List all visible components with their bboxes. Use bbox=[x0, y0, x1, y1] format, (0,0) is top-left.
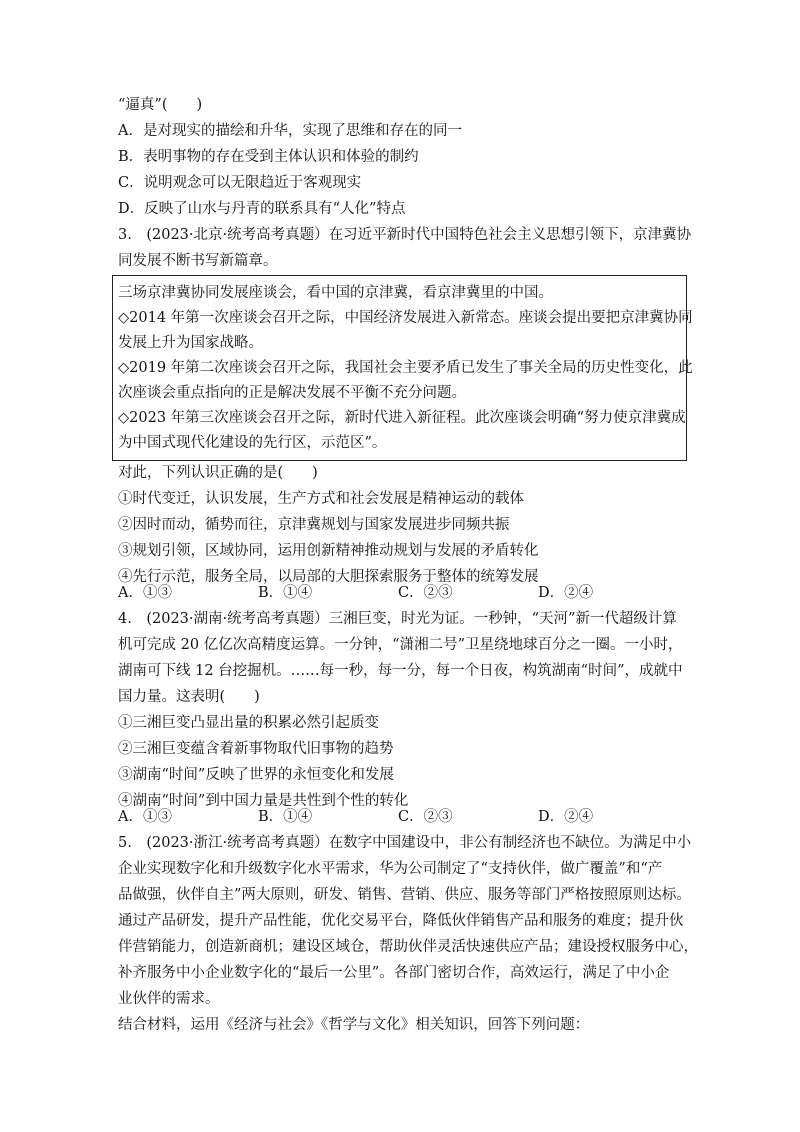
q5-prompt: 结合材料，运用《经济与社会》《哲学与文化》相关知识，回答下列问题： bbox=[118, 1017, 590, 1033]
q4-item: ④湖南“时间”到中国力量是共性到个性的转化 bbox=[118, 793, 409, 809]
q3-box-line: ◇2014 年第一次座谈会召开之际，中国经济发展进入新常态。座谈会提出要把京津冀协同 bbox=[118, 310, 693, 326]
q4-choice-c: C．②③ bbox=[398, 809, 453, 825]
q4-stem-line: 4. (2023·湖南·统考高考真题）三湘巨变，时光为证。一秒钟，“天河”新一代超级计算 bbox=[118, 611, 677, 627]
q3-choice-a: A．①③ bbox=[118, 585, 172, 601]
q3-item: ②因时而动，循势而往，京津冀规划与国家发展进步同频共振 bbox=[118, 517, 510, 533]
q2-option-b: B．表明事物的存在受到主体认识和体验的制约 bbox=[118, 149, 419, 165]
q4-choice-d: D．②④ bbox=[538, 809, 594, 825]
q4-choice-a: A．①③ bbox=[118, 809, 172, 825]
q2-option-c: C．说明观念可以无限趋近于客观现实 bbox=[118, 175, 362, 191]
q3-box-line: 三场京津冀协同发展座谈会，看中国的京津冀，看京津冀里的中国。 bbox=[118, 285, 553, 301]
q4-item: ①三湘巨变凸显出量的积累必然引起质变 bbox=[118, 715, 379, 731]
q5-stem-line: 5. (2023·浙江·统考高考真题）在数字中国建设中，非公有制经济也不缺位。为满足中小 bbox=[118, 835, 692, 851]
q3-choice-c: C．②③ bbox=[398, 585, 453, 601]
q2-option-a: A．是对现实的描绘和升华，实现了思维和存在的同一 bbox=[118, 123, 462, 139]
q5-stem-line: 品做强，伙伴自主”两大原则，研发、销售、营销、供应、服务等部门严格按照原则达标。 bbox=[118, 887, 691, 903]
q5-stem-line: 补齐服务中小企业数字化的“最后一公里”。各部门密切合作，高效运行，满足了中小企 bbox=[118, 965, 670, 981]
q3-choice-b: B．①④ bbox=[258, 585, 313, 601]
q2-option-d: D．反映了山水与丹青的联系具有“人化”特点 bbox=[118, 201, 406, 217]
q5-stem-line: 企业实现数字化和升级数字化水平需求，华为公司制定了“支持伙伴，做广覆盖”和“产 bbox=[118, 861, 663, 877]
q4-stem-line: 国力量。这表明( ) bbox=[118, 689, 260, 705]
q4-stem-line: 机可完成 20 亿亿次高精度运算。一分钟，“潇湘二号”卫星绕地球百分之一圈。一小时， bbox=[118, 637, 683, 653]
q5-stem-line: 通过产品研发，提升产品性能，优化交易平台，降低伙伴销售产品和服务的难度；提升伙 bbox=[118, 913, 684, 929]
q4-choice-b: B．①④ bbox=[258, 809, 313, 825]
q3-stem-line: 同发展不断书写新篇章。 bbox=[118, 253, 278, 269]
q3-box-line: ◇2023 年第三次座谈会召开之际，新时代进入新征程。此次座谈会明确“努力使京津冀成 bbox=[118, 410, 686, 426]
q5-stem-line: 业伙伴的需求。 bbox=[118, 991, 220, 1007]
q3-question: 对此，下列认识正确的是( ) bbox=[118, 465, 318, 481]
q3-stem-line: 3. (2023·北京·统考高考真题）在习近平新时代中国特色社会主义思想引领下，京津冀协 bbox=[118, 227, 692, 243]
q3-item: ③规划引领，区域协同，运用创新精神推动规划与发展的矛盾转化 bbox=[118, 543, 539, 559]
q3-item: ④先行示范，服务全局，以局部的大胆探索服务于整体的统筹发展 bbox=[118, 569, 539, 585]
q3-choice-d: D．②④ bbox=[538, 585, 594, 601]
q3-box-line: 为中国式现代化建设的先行区，示范区”。 bbox=[118, 435, 387, 451]
q2-stem-end: “逼真”( ) bbox=[118, 97, 203, 113]
q3-item: ①时代变迁，认识发展，生产方式和社会发展是精神运动的载体 bbox=[118, 491, 524, 507]
q5-stem-line: 伴营销能力，创造新商机；建设区域仓，帮助伙伴灵活快速供应产品；建设授权服务中心， bbox=[118, 939, 698, 955]
q3-box-line: 发展上升为国家战略。 bbox=[118, 335, 263, 351]
q3-box-line: ◇2019 年第二次座谈会召开之际，我国社会主要矛盾已发生了事关全局的历史性变化，此 bbox=[118, 360, 693, 376]
q4-stem-line: 湖南可下线 12 台挖掘机。……每一秒，每一分，每一个日夜，构筑湖南“时间”，成就中 bbox=[118, 663, 683, 679]
q4-item: ③湖南“时间”反映了世界的永恒变化和发展 bbox=[118, 767, 394, 783]
q3-box-line: 次座谈会重点指向的正是解决发展不平衡不充分问题。 bbox=[118, 385, 466, 401]
q4-item: ②三湘巨变蕴含着新事物取代旧事物的趋势 bbox=[118, 741, 394, 757]
